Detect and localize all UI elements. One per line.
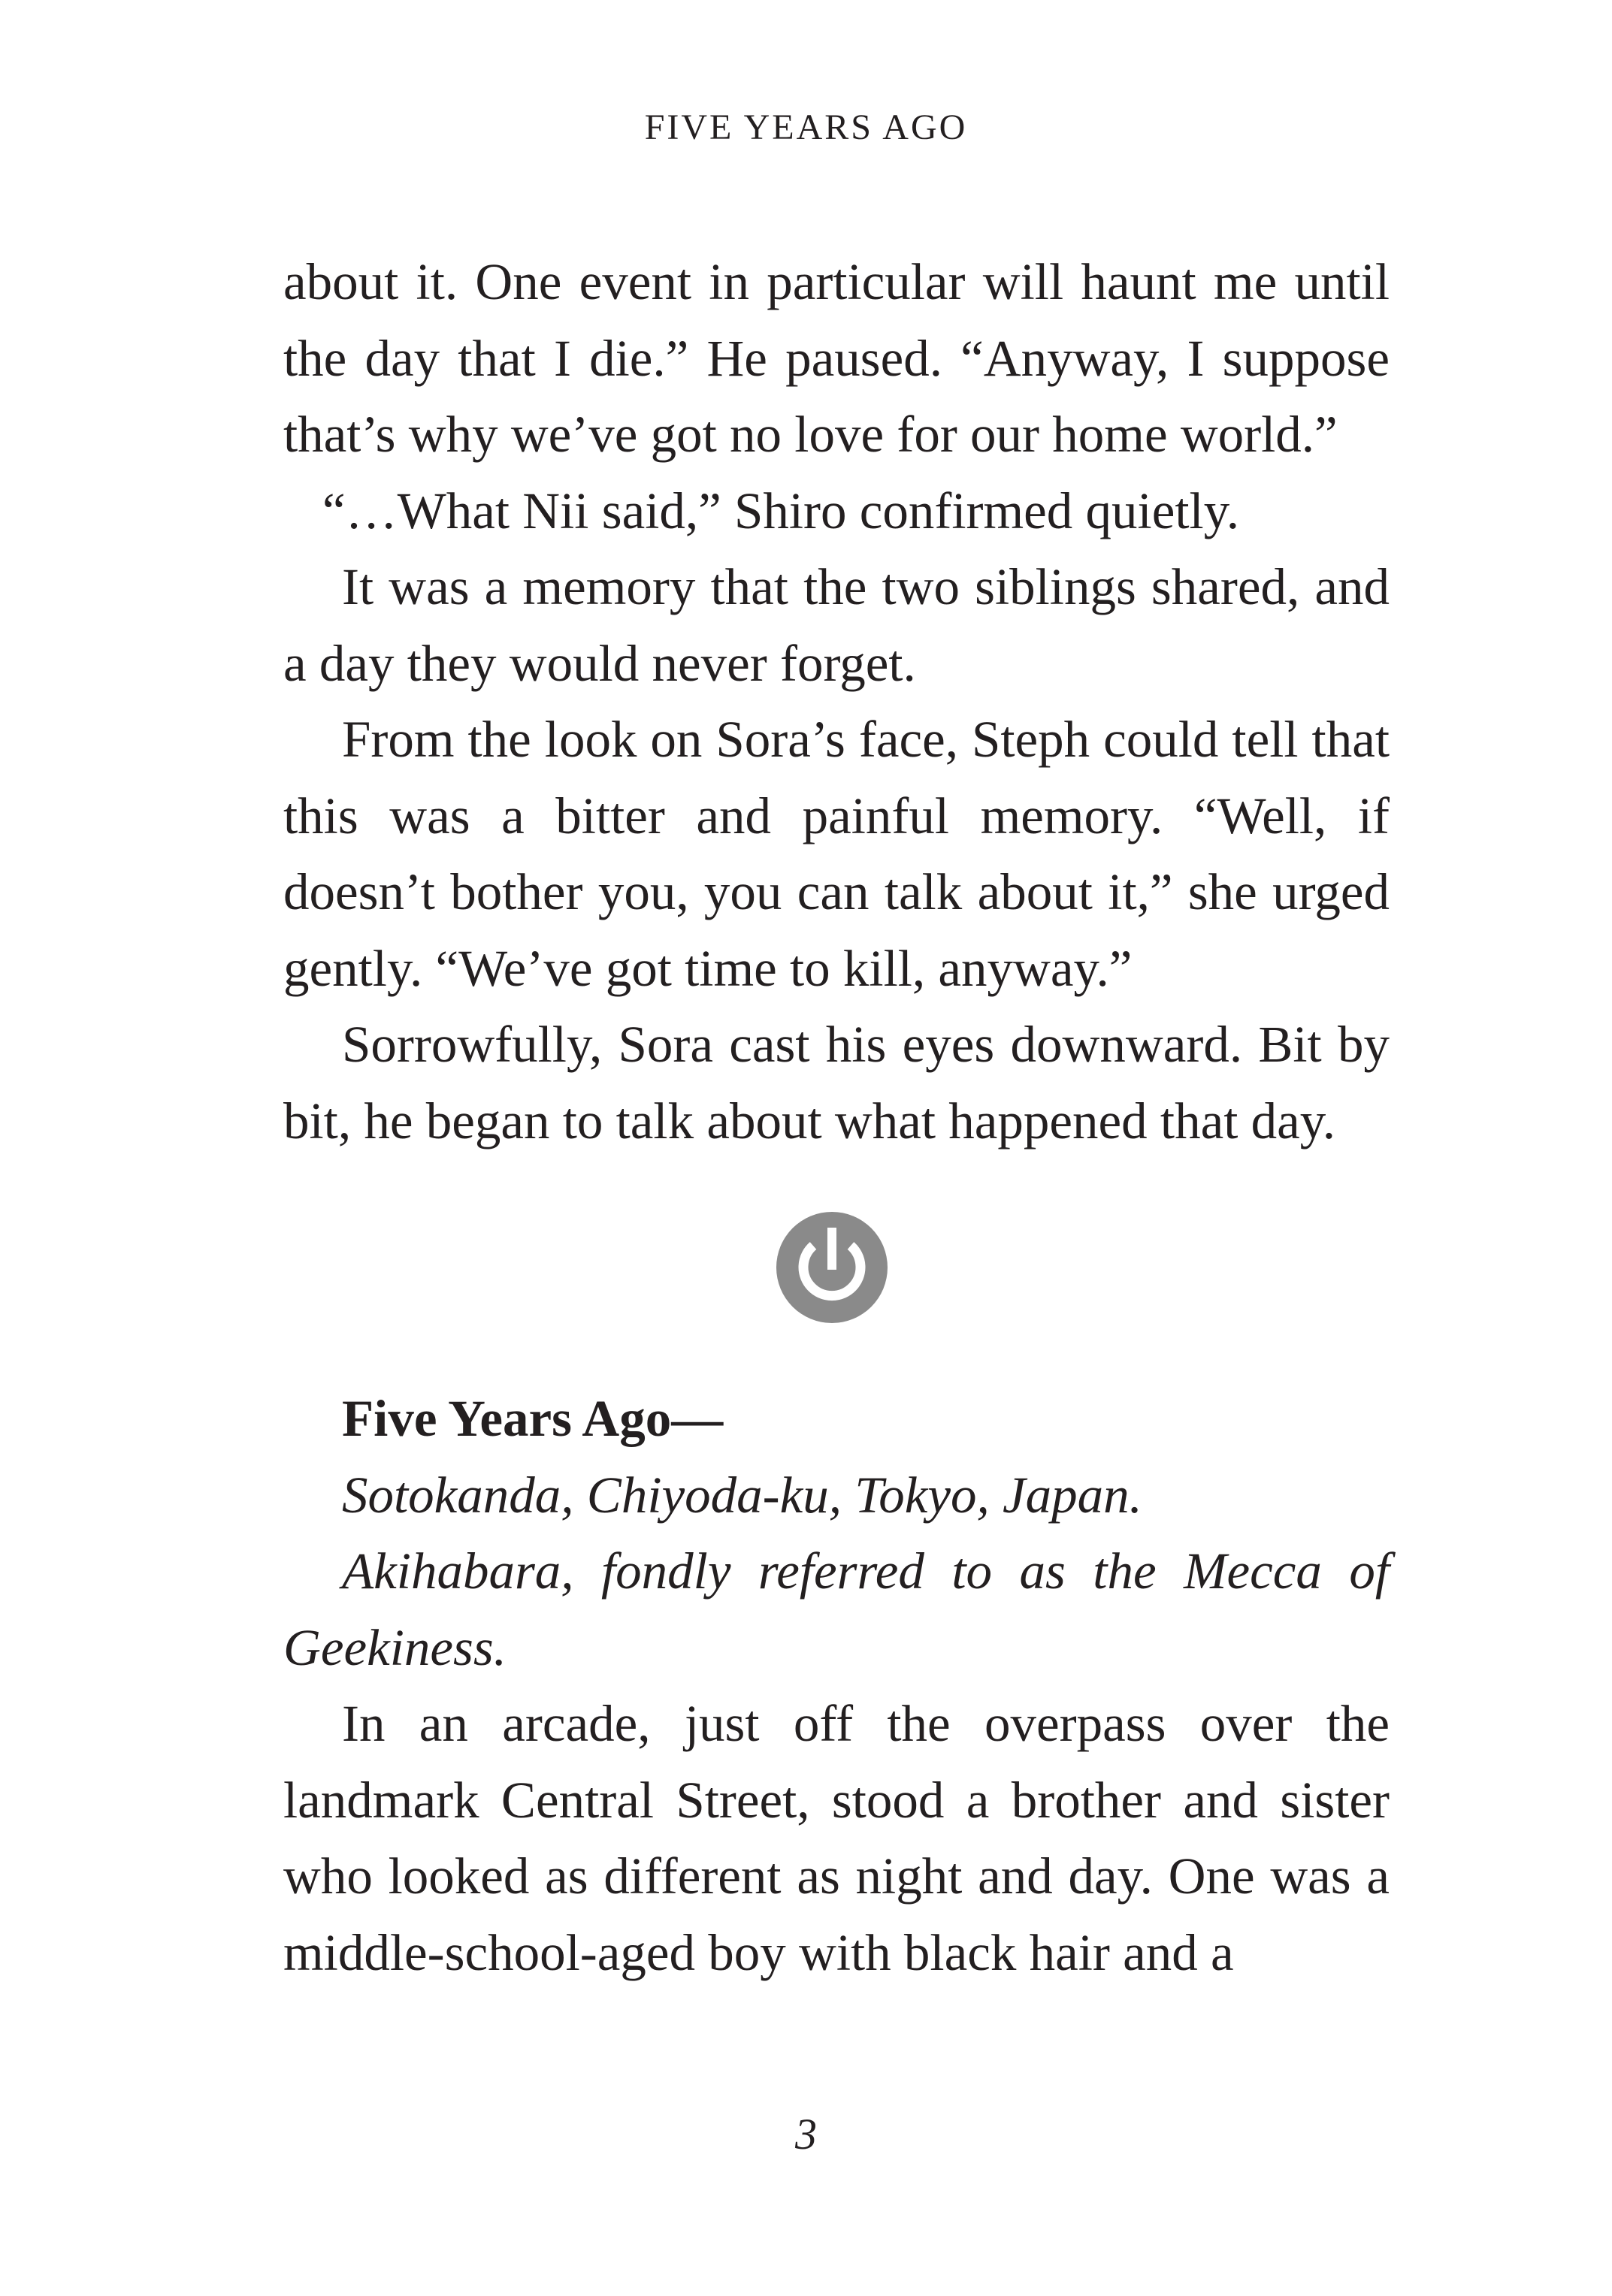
- running-head: FIVE YEARS AGO: [644, 107, 968, 147]
- power-icon: [776, 1211, 888, 1324]
- paragraph-shiro-dialogue: “…What Nii said,” Shiro confirmed quietly.: [322, 482, 1239, 539]
- location-line: Sotokanda, Chiyoda-ku, Tokyo, Japan.: [342, 1466, 1142, 1524]
- paragraph-continuation: about it. One event in particular will haunt me until the day that I die.” He paused. “Anyway, I suppose that’s why we’ve got no love for our home world.”: [283, 253, 1390, 463]
- place-description: Akihabara, fondly referred to as the Mecca of Geekiness.: [283, 1542, 1390, 1676]
- page-number: 3: [795, 2110, 817, 2159]
- paragraph-shared-memory: It was a memory that the two siblings shared, and a day they would never forget.: [283, 558, 1390, 692]
- section-heading: Five Years Ago—: [342, 1390, 724, 1447]
- paragraph-arcade: In an arcade, just off the overpass over the landmark Central Street, stood a brother and sister who looked as different as night and day. One was a middle-school-aged boy with black hair and a: [283, 1695, 1390, 1981]
- body-text-bottom: [283, 1381, 1390, 1991]
- paragraph-sora-begins: Sorrowfully, Sora cast his eyes downward. Bit by bit, he began to talk about what happened that day.: [283, 1016, 1390, 1150]
- paragraph-steph-dialogue: From the look on Sora’s face, Steph could tell that this was a bitter and painful memory. “Well, if doesn’t bother you, you can talk about it,” she urged gently. “We’ve got time to kill, anyway.”: [283, 711, 1390, 997]
- body-text-top: [283, 244, 1390, 1159]
